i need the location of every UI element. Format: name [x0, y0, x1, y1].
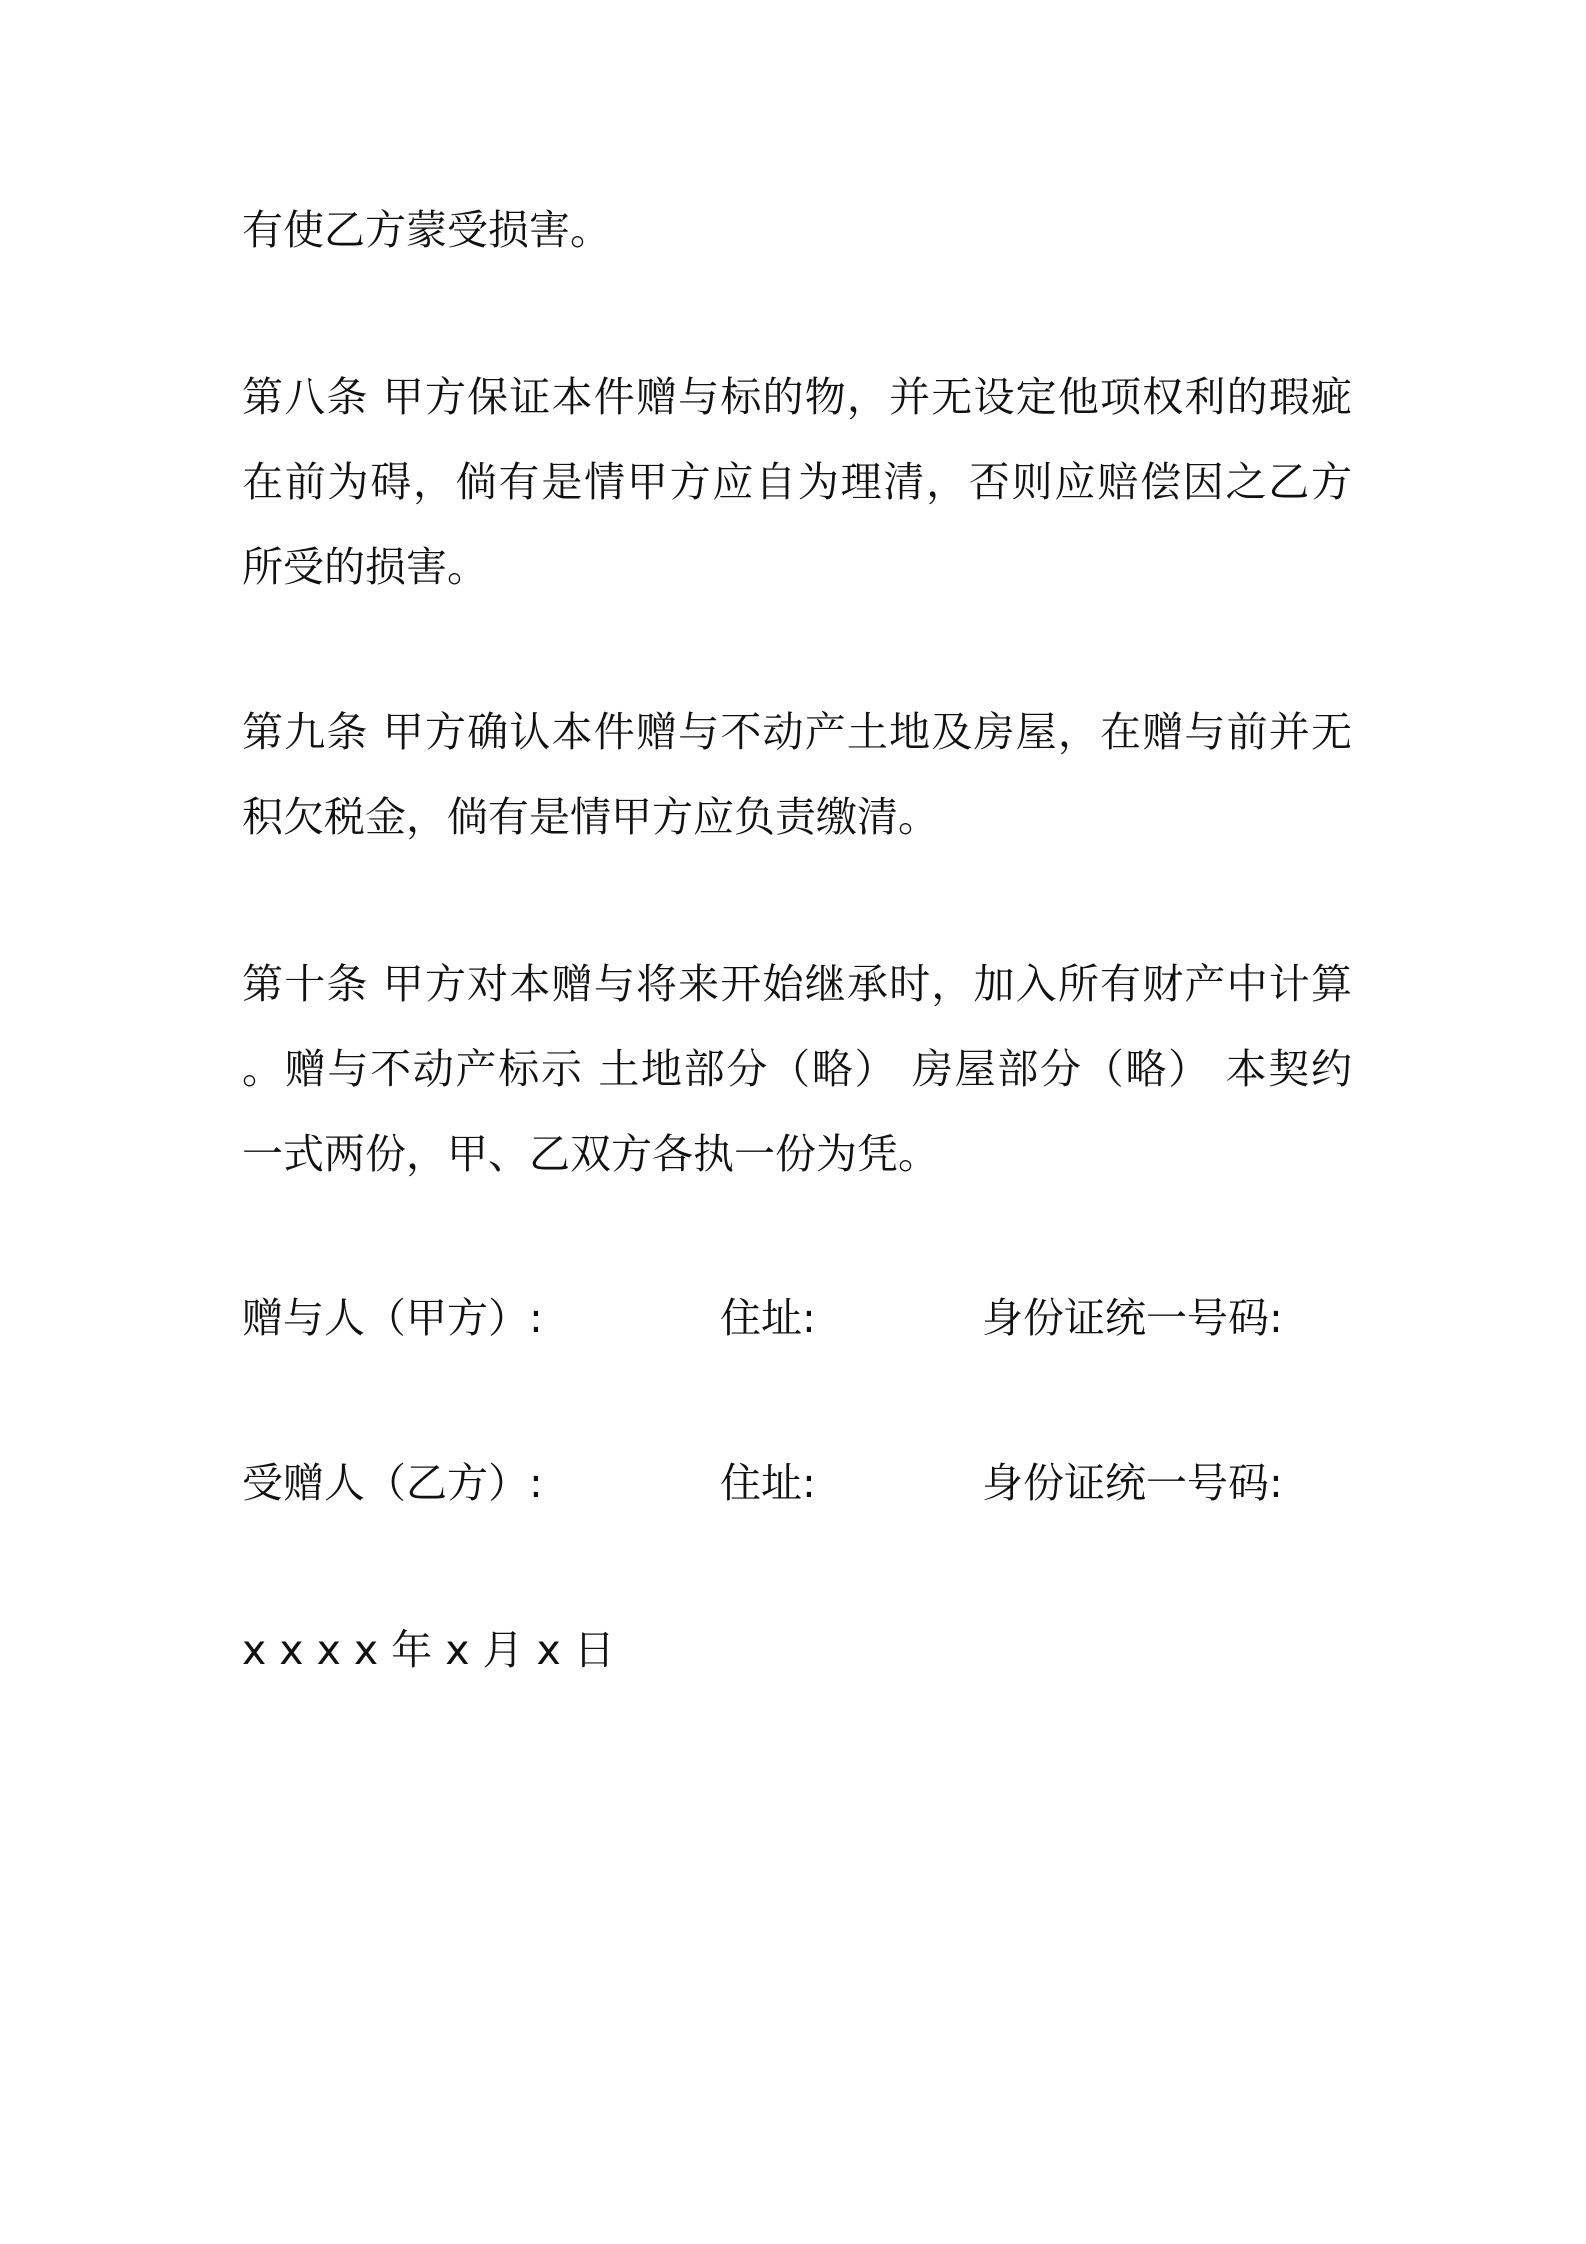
- donee-address-label: 住址:: [720, 1459, 816, 1507]
- date-line: x x x x 年 x 月 x 日: [242, 1626, 615, 1674]
- paragraph-line: 第九条 甲方确认本件赠与不动产土地及房屋，在赠与前并无: [242, 708, 1352, 756]
- paragraph-line: 第八条 甲方保证本件赠与标的物，并无设定他项权利的瑕疵: [242, 373, 1352, 421]
- signature-row-donor: [242, 1288, 1352, 1348]
- donee-label: 受赠人（乙方）:: [242, 1459, 543, 1507]
- paragraph-line: 积欠税金，倘有是情甲方应负责缴清。: [242, 793, 939, 841]
- paragraph-line: 第十条 甲方对本赠与将来开始继承时，加入所有财产中计算: [242, 960, 1352, 1008]
- donee-id-label: 身份证统一号码:: [982, 1459, 1283, 1507]
- paragraph-line: 一式两份，甲、乙双方各执一份为凭。: [242, 1130, 939, 1178]
- donor-id-label: 身份证统一号码:: [982, 1294, 1283, 1342]
- paragraph-line: 所受的损害。: [242, 543, 488, 591]
- donor-address-label: 住址:: [720, 1294, 816, 1342]
- paragraph-line: 在前为碍，倘有是情甲方应自为理清，否则应赔偿因之乙方: [242, 458, 1352, 506]
- signature-row-donee: [242, 1453, 1352, 1513]
- paragraph-line: 。赠与不动产标示 土地部分（略） 房屋部分（略） 本契约: [242, 1045, 1352, 1093]
- donor-label: 赠与人（甲方）:: [242, 1294, 543, 1342]
- paragraph-line: 有使乙方蒙受损害。: [242, 206, 611, 254]
